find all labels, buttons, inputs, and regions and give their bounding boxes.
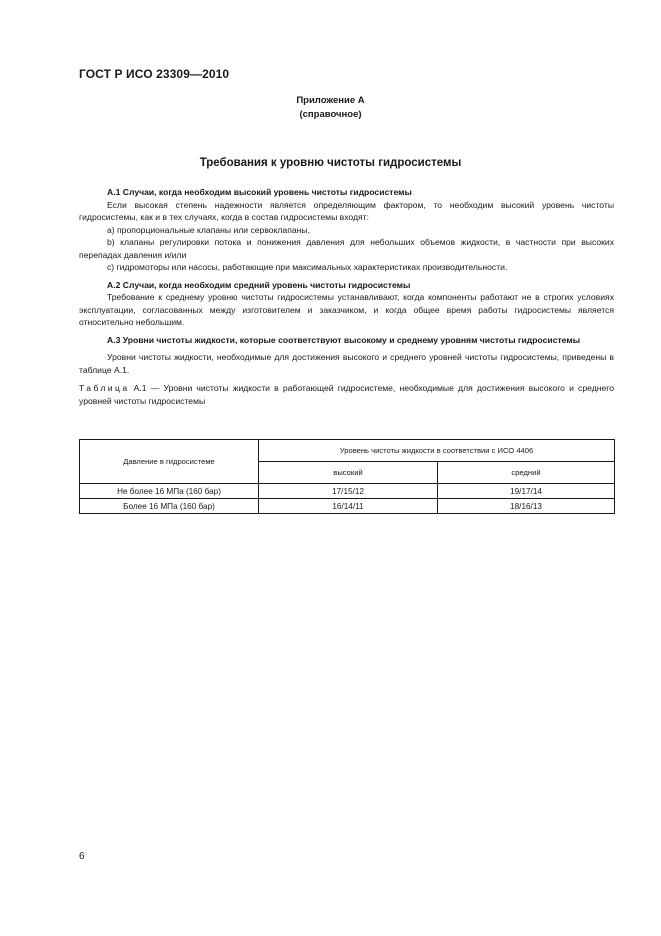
row-pressure: Более 16 МПа (160 бар) bbox=[80, 499, 259, 514]
header-cleanliness-iso-4406: Уровень чистоты жидкости в соответствии с ИСО 4406 bbox=[259, 440, 615, 462]
section-a1-intro: Если высокая степень надежности является определяющим фактором, то необходим высокий уровень чистоты гидросистемы, как и в тех случаях, когда в состав гидросистемы входят: bbox=[79, 199, 614, 222]
header-medium: средний bbox=[438, 462, 615, 484]
row-high: 16/14/11 bbox=[259, 499, 438, 514]
section-a2-heading: А.2 Случаи, когда необходим средний уровень чистоты гидросистемы bbox=[107, 279, 411, 290]
document-body bbox=[79, 186, 614, 407]
section-a1-heading: А.1 Случаи, когда необходим высокий уровень чистоты гидросистемы bbox=[107, 187, 412, 197]
table-row bbox=[80, 499, 615, 514]
standard-header: ГОСТ Р ИСО 23309—2010 bbox=[79, 67, 230, 81]
section-title: Требования к уровню чистоты гидросистемы bbox=[199, 157, 462, 169]
appendix-type: (справочное) bbox=[299, 109, 362, 120]
section-a1-item-a: а) пропорциональные клапаны или сервоклапаны, bbox=[107, 224, 310, 235]
row-medium: 19/17/14 bbox=[438, 484, 615, 499]
header-pressure: Давление в гидросистеме bbox=[80, 440, 259, 484]
section-a3-heading: А.3 Уровни чистоты жидкости, которые соответствуют высокому и среднему уровням чистоты гидросистемы bbox=[107, 334, 581, 345]
table-caption-text: А.1 — Уровни чистоты жидкости в работающей гидросистеме, необходимые для достижения высокого и среднего уровней чистоты гидросистемы bbox=[79, 383, 614, 406]
header-high: высокий bbox=[259, 462, 438, 484]
row-high: 17/15/12 bbox=[259, 484, 438, 499]
table-caption-label: Таблица bbox=[79, 383, 130, 393]
section-a2-text: Требование к среднему уровню чистоты гидросистемы устанавливают, когда компоненты работают не в строгих условиях эксплуатации, согласованных между изготовителем и заказчиком, и когда общее время работы гидросистемы является относительно небольшим. bbox=[79, 292, 614, 327]
row-medium: 18/16/13 bbox=[438, 499, 615, 514]
section-a3-text: Уровни чистоты жидкости, необходимые для достижения высокого и среднего уровней чистоты гидросистемы, приведены в таблице А.1. bbox=[79, 352, 614, 375]
appendix-title: Приложение А bbox=[296, 95, 365, 106]
section-a1-item-b: b) клапаны регулировки потока и понижения давления для небольших объемов жидкости, в частности при высоких перепадах давления и/или bbox=[79, 237, 614, 260]
cleanliness-table bbox=[79, 439, 615, 514]
page-number: 6 bbox=[79, 851, 85, 862]
table-row bbox=[80, 484, 615, 499]
section-a1-item-c: с) гидромоторы или насосы, работающие при максимальных характеристиках производительности. bbox=[107, 262, 508, 272]
table-caption bbox=[79, 382, 614, 407]
row-pressure: Не более 16 МПа (160 бар) bbox=[80, 484, 259, 499]
